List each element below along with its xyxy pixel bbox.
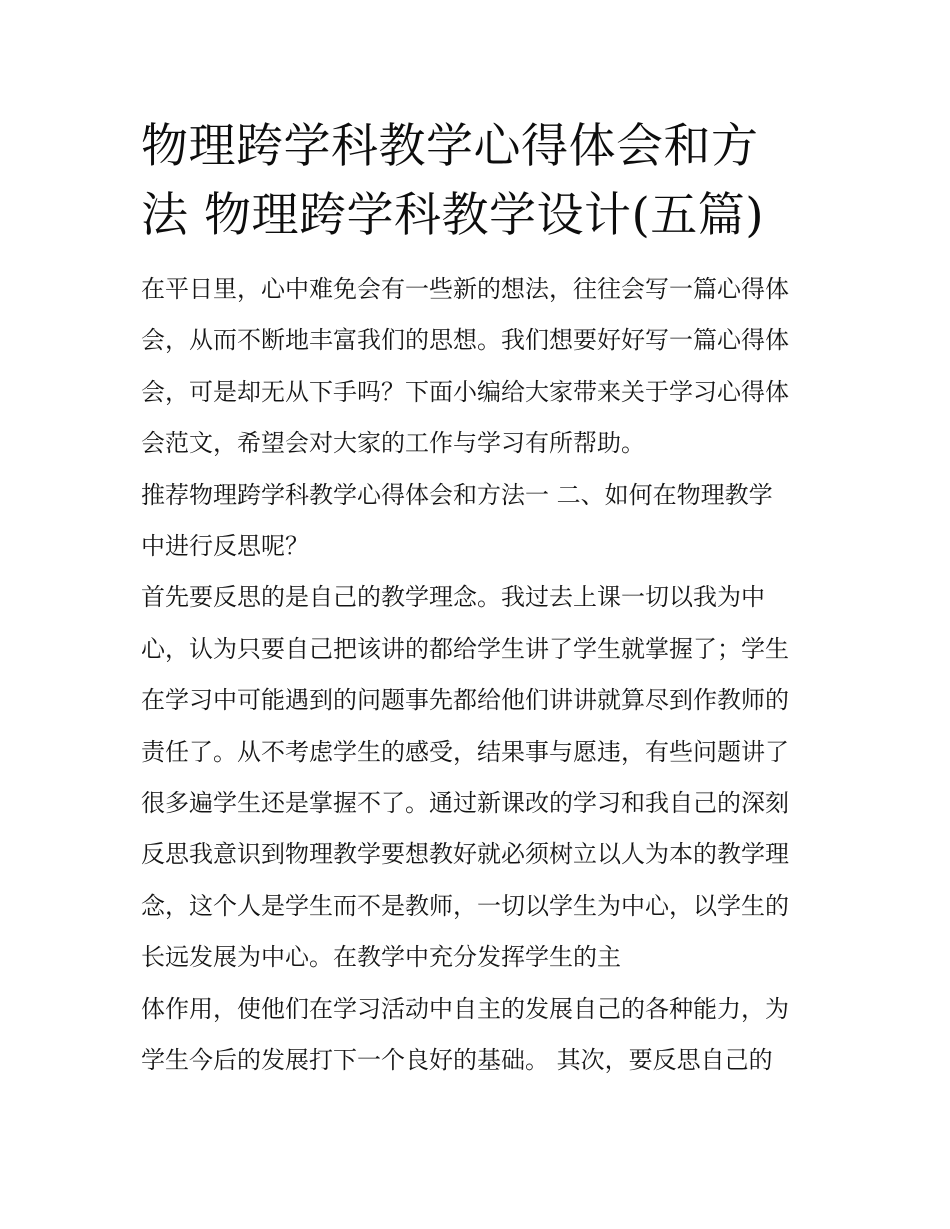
body-line: 在平日里，心中难免会有一些新的想法，往往会写一篇心得体 xyxy=(141,275,789,303)
body-line: 首先要反思的是自己的教学理念。我过去上课一切以我为中 xyxy=(141,583,765,612)
body-line: 反思我意识到物理教学要想教好就必须树立以人为本的教学理 xyxy=(141,840,789,869)
body-line: 会，可是却无从下手吗？下面小编给大家带来关于学习心得体 xyxy=(141,377,789,406)
body-line: 中进行反思呢？ xyxy=(141,532,309,561)
body-line: 在学习中可能遇到的问题事先都给他们讲讲就算尽到作教师的 xyxy=(141,686,789,715)
title-line: 法 物理跨学科教学设计(五篇) xyxy=(141,188,765,243)
body-line: 会，从而不断地丰富我们的思想。我们想要好好写一篇心得体 xyxy=(141,326,789,355)
body-line: 学生今后的发展打下一个良好的基础。 其次，要反思自己的 xyxy=(141,1046,773,1075)
body-line: 很多遍学生还是掌握不了。通过新课改的学习和我自己的深刻 xyxy=(141,789,789,818)
document-title xyxy=(141,112,813,250)
document-body xyxy=(141,264,813,1087)
document-content xyxy=(141,112,813,1087)
title-line: 物理跨学科教学心得体会和方 xyxy=(141,119,759,174)
body-line: 长远发展为中心。在教学中充分发挥学生的主 xyxy=(141,943,621,972)
body-line: 责任了。从不考虑学生的感受，结果事与愿违，有些问题讲了 xyxy=(141,737,789,766)
body-line: 体作用，使他们在学习活动中自主的发展自己的各种能力，为 xyxy=(141,994,789,1023)
body-line: 推荐物理跨学科教学心得体会和方法一 二、如何在物理教学 xyxy=(141,480,773,509)
body-line: 心，认为只要自己把该讲的都给学生讲了学生就掌握了；学生 xyxy=(141,634,789,663)
body-line: 会范文，希望会对大家的工作与学习有所帮助。 xyxy=(141,429,645,458)
body-line: 念，这个人是学生而不是教师，一切以学生为中心，以学生的 xyxy=(141,891,789,920)
